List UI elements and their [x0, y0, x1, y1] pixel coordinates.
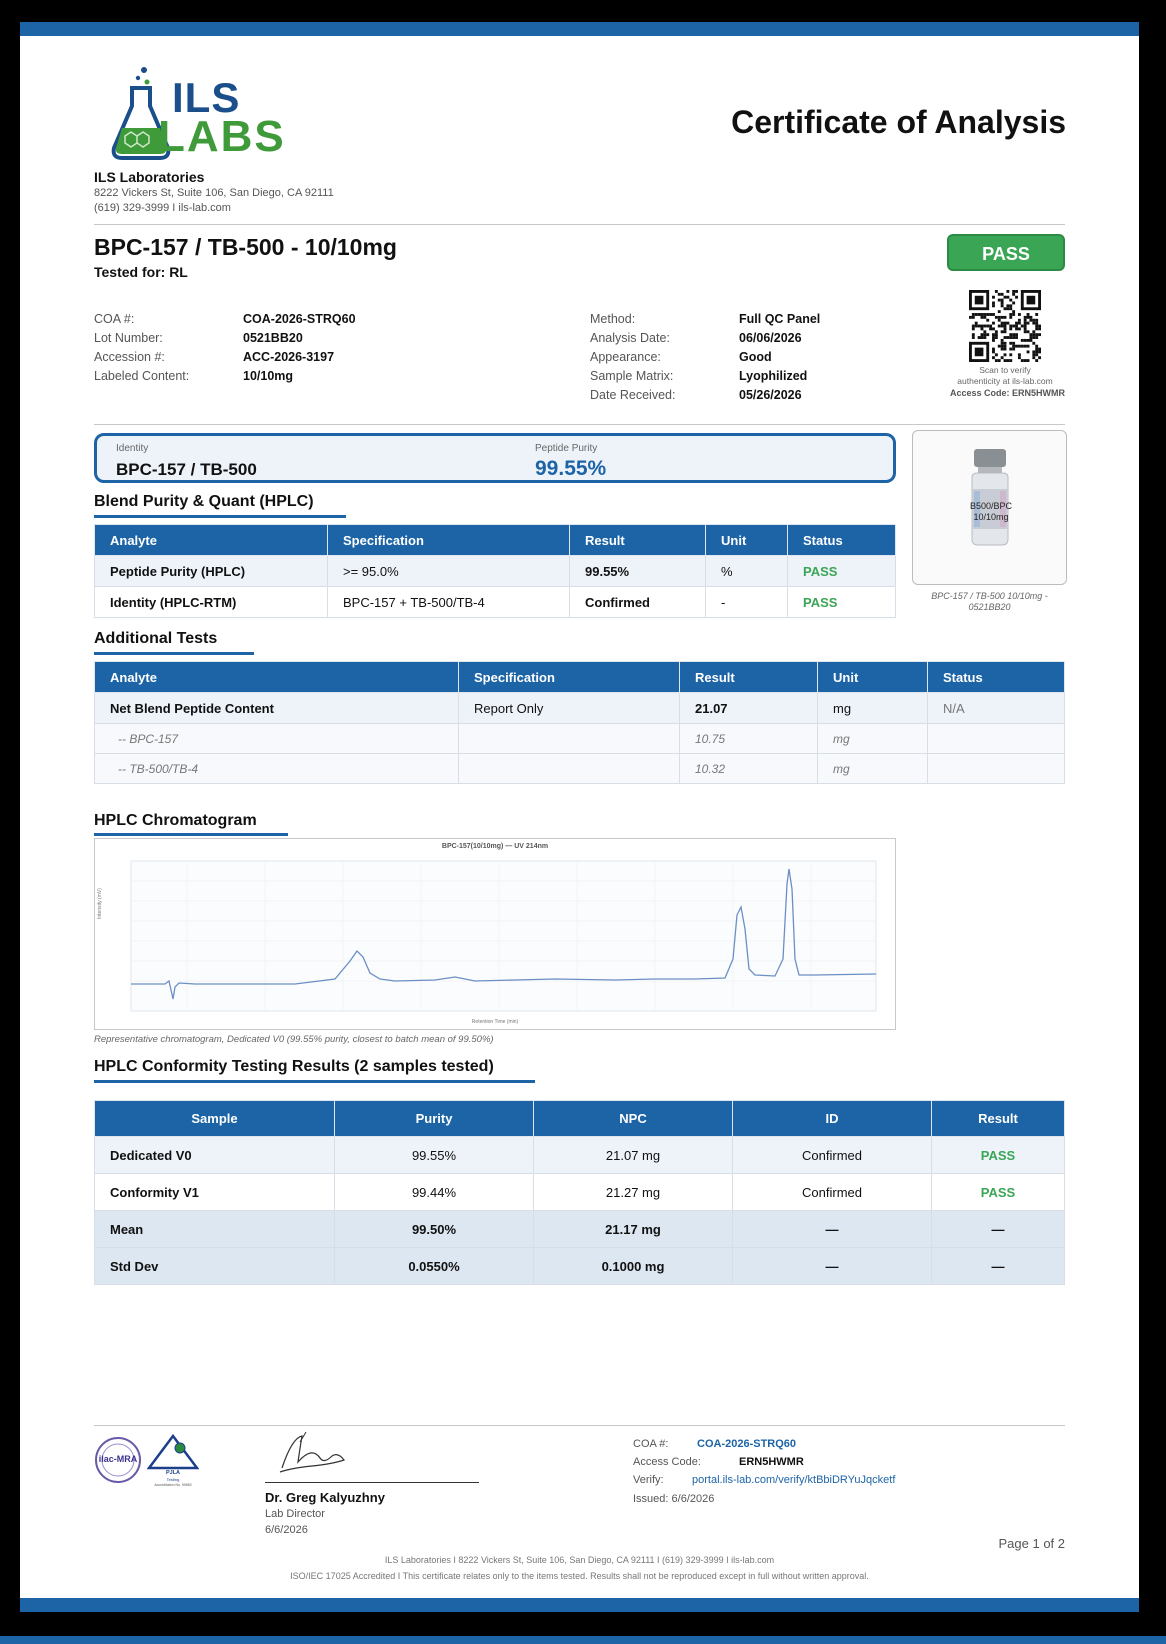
product-title: BPC-157 / TB-500 - 10/10mg [94, 234, 397, 260]
meta-value-received: 05/26/2026 [739, 388, 802, 402]
cell-npc: 21.17 mg [534, 1211, 733, 1248]
cell-spec [459, 724, 680, 754]
cell-analyte: Identity (HPLC-RTM) [95, 587, 328, 618]
cell-result: 10.75 [680, 724, 818, 754]
footer-issued: Issued: 6/6/2026 [633, 1493, 715, 1505]
meta-label-received: Date Received: [590, 388, 676, 402]
cell-unit: mg [818, 724, 928, 754]
footer-access-value: ERN5HWMR [739, 1456, 804, 1468]
lab-contact: (619) 329-3999 I ils-lab.com [94, 202, 231, 214]
col-header: Result [570, 525, 706, 556]
cell-status [928, 754, 1065, 784]
meta-label-accession: Accession #: [94, 350, 165, 364]
lab-name: ILS Laboratories [94, 169, 205, 185]
cell-result: — [932, 1211, 1065, 1248]
vial-label: B500/BPC 10/10mg [969, 501, 1013, 522]
meta-value-coa: COA-2026-STRQ60 [243, 312, 356, 326]
cell-sample: Std Dev [95, 1248, 335, 1285]
qr-access-code: Access Code: ERN5HWMR [949, 388, 1065, 398]
cell-unit: mg [818, 693, 928, 724]
footer-verify-label: Verify: [633, 1474, 664, 1486]
logo-text-ils: ILS [172, 74, 241, 121]
signer-title: Lab Director [265, 1508, 325, 1520]
table-row [95, 1248, 1065, 1285]
cell-status [928, 724, 1065, 754]
meta-label-analysis-date: Analysis Date: [590, 331, 670, 345]
col-header: Result [680, 662, 818, 693]
col-header: Specification [459, 662, 680, 693]
meta-value-appearance: Good [739, 350, 772, 364]
pjla-logo-icon [147, 1434, 199, 1470]
meta-label-lot: Lot Number: [94, 331, 163, 345]
cell-analyte: -- TB-500/TB-4 [95, 754, 459, 784]
cell-unit: % [706, 556, 788, 587]
additional-table [94, 661, 1065, 784]
table-row [95, 556, 896, 587]
cell-unit: - [706, 587, 788, 618]
cell-npc: 0.1000 mg [534, 1248, 733, 1285]
col-header: Status [928, 662, 1065, 693]
section-title-conformity: HPLC Conformity Testing Results (2 samples tested) [94, 1058, 494, 1075]
meta-value-method: Full QC Panel [739, 312, 821, 326]
footer-access-label: Access Code: [633, 1456, 701, 1468]
product-image-caption: BPC-157 / TB-500 10/10mg - 0521BB20 [931, 591, 1048, 612]
cell-status: N/A [928, 693, 1065, 724]
chromatogram-ylabel: Intensity (mV) [97, 888, 103, 919]
cell-sample: Dedicated V0 [95, 1137, 335, 1174]
cell-result: PASS [932, 1137, 1065, 1174]
table-row [95, 1137, 1065, 1174]
identity-value: BPC-157 / TB-500 [116, 460, 257, 479]
tested-for: Tested for: RL [94, 264, 188, 280]
table-header-row [95, 525, 896, 556]
cell-purity: 0.0550% [335, 1248, 534, 1285]
footer-coa-label: COA #: [633, 1438, 669, 1450]
col-header: Purity [335, 1101, 534, 1137]
cell-unit: mg [818, 754, 928, 784]
col-header: Status [788, 525, 896, 556]
cell-result: — [932, 1248, 1065, 1285]
page-number: Page 1 of 2 [998, 1536, 1065, 1551]
bottom-accent-bar [20, 1598, 1139, 1612]
conformity-table [94, 1100, 1065, 1285]
footer-lab-line: ILS Laboratories I 8222 Vickers St, Suite 106, San Diego, CA 92111 I (619) 329-3999 I ils-lab.com [384, 1555, 775, 1565]
qr-caption-line2: authenticity at ils-lab.com [957, 376, 1053, 386]
cell-npc: 21.07 mg [534, 1137, 733, 1174]
vial-icon [960, 447, 1020, 547]
cell-result: 99.55% [570, 556, 706, 587]
summary-box [94, 433, 896, 483]
cell-result: PASS [932, 1174, 1065, 1211]
pjla-sub2: Accreditation No. 99652 [154, 1483, 192, 1487]
cell-status: PASS [788, 556, 896, 587]
col-header: Result [932, 1101, 1065, 1137]
cell-purity: 99.55% [335, 1137, 534, 1174]
section-title-additional: Additional Tests [94, 630, 218, 647]
cell-result: 10.32 [680, 754, 818, 784]
cell-id: Confirmed [733, 1137, 932, 1174]
cell-id: — [733, 1211, 932, 1248]
page-title: Certificate of Analysis [731, 104, 1066, 140]
footer-coa-value: COA-2026-STRQ60 [697, 1438, 797, 1450]
cell-sample: Conformity V1 [95, 1174, 335, 1211]
meta-label-matrix: Sample Matrix: [590, 369, 674, 383]
cell-analyte: Net Blend Peptide Content [95, 693, 459, 724]
blend-table [94, 524, 896, 618]
certificate-page [20, 22, 1139, 1612]
pjla-text: PJLA [165, 1470, 181, 1476]
col-header: ID [733, 1101, 932, 1137]
section-title-blend: Blend Purity & Quant (HPLC) [94, 493, 314, 510]
purity-value: 99.55% [535, 457, 607, 480]
cell-result: Confirmed [570, 587, 706, 618]
meta-label-appearance: Appearance: [590, 350, 661, 364]
footer-disclaimer: ISO/IEC 17025 Accredited I This certificate relates only to the items tested. Results shall not be reproduced except in full without written approval. [290, 1571, 869, 1581]
cell-result: 21.07 [680, 693, 818, 724]
identity-label: Identity [116, 443, 149, 454]
chromatogram-caption: Representative chromatogram, Dedicated V0 (99.55% purity, closest to batch mean of 99.50%) [94, 1034, 494, 1045]
cell-spec: >= 95.0% [328, 556, 570, 587]
cell-spec [459, 754, 680, 784]
divider [94, 1425, 1065, 1426]
section-underline [94, 833, 288, 836]
section-title-chromatogram: HPLC Chromatogram [94, 812, 257, 829]
chromatogram-trace [95, 839, 895, 1029]
table-row [95, 1211, 1065, 1248]
verify-link[interactable]: portal.ils-lab.com/verify/ktBbiDRYuJqcketf [692, 1474, 896, 1486]
chromatogram-plot-title: BPC-157(10/10mg) — UV 214nm [441, 843, 549, 850]
cell-analyte: Peptide Purity (HPLC) [95, 556, 328, 587]
table-row [95, 754, 1065, 784]
lab-address: 8222 Vickers St, Suite 106, San Diego, CA 92111 [94, 187, 334, 199]
section-underline [94, 652, 254, 655]
col-header: Analyte [95, 662, 459, 693]
cell-analyte: -- BPC-157 [95, 724, 459, 754]
divider [94, 224, 1065, 225]
meta-label-coa: COA #: [94, 312, 135, 326]
cell-spec: Report Only [459, 693, 680, 724]
table-row [95, 1174, 1065, 1211]
meta-value-lot: 0521BB20 [243, 331, 303, 345]
status-badge: PASS [947, 234, 1065, 271]
cell-npc: 21.27 mg [534, 1174, 733, 1211]
cell-status: PASS [788, 587, 896, 618]
table-row [95, 587, 896, 618]
meta-value-accession: ACC-2026-3197 [243, 350, 335, 364]
cell-purity: 99.44% [335, 1174, 534, 1211]
next-page-edge [0, 1636, 1166, 1644]
col-header: NPC [534, 1101, 733, 1137]
table-row [95, 693, 1065, 724]
cell-sample: Mean [95, 1211, 335, 1248]
chromatogram-xlabel: Retention Time (min) [471, 1019, 519, 1025]
table-header-row [95, 1101, 1065, 1137]
signer-name: Dr. Greg Kalyuzhny [265, 1490, 385, 1505]
col-header: Unit [818, 662, 928, 693]
cell-id: Confirmed [733, 1174, 932, 1211]
pjla-sub1: Testing [166, 1477, 180, 1482]
section-underline [94, 515, 346, 518]
qr-code-icon[interactable] [969, 290, 1041, 362]
meta-value-analysis-date: 06/06/2026 [739, 331, 802, 345]
product-image [912, 430, 1067, 585]
col-header: Unit [706, 525, 788, 556]
meta-value-content: 10/10mg [243, 369, 294, 383]
signature-icon [272, 1428, 362, 1478]
ilac-mra-text: ilac-MRA [98, 1454, 138, 1464]
col-header: Specification [328, 525, 570, 556]
purity-label: Peptide Purity [535, 443, 598, 454]
cell-spec: BPC-157 + TB-500/TB-4 [328, 587, 570, 618]
section-underline [94, 1080, 535, 1083]
cell-id: — [733, 1248, 932, 1285]
meta-value-matrix: Lyophilized [739, 369, 808, 383]
chromatogram-image [94, 838, 896, 1030]
col-header: Sample [95, 1101, 335, 1137]
qr-caption-line1: Scan to verify [979, 365, 1031, 375]
qr-caption [948, 365, 1062, 387]
cell-purity: 99.50% [335, 1211, 534, 1248]
table-header-row [95, 662, 1065, 693]
meta-label-content: Labeled Content: [94, 369, 190, 383]
signature-line [265, 1482, 479, 1483]
signer-date: 6/6/2026 [265, 1524, 308, 1536]
meta-label-method: Method: [590, 312, 636, 326]
table-row [95, 724, 1065, 754]
col-header: Analyte [95, 525, 328, 556]
divider [94, 424, 1065, 425]
logo-text-labs: LABS [158, 112, 286, 161]
top-accent-bar [20, 22, 1139, 36]
